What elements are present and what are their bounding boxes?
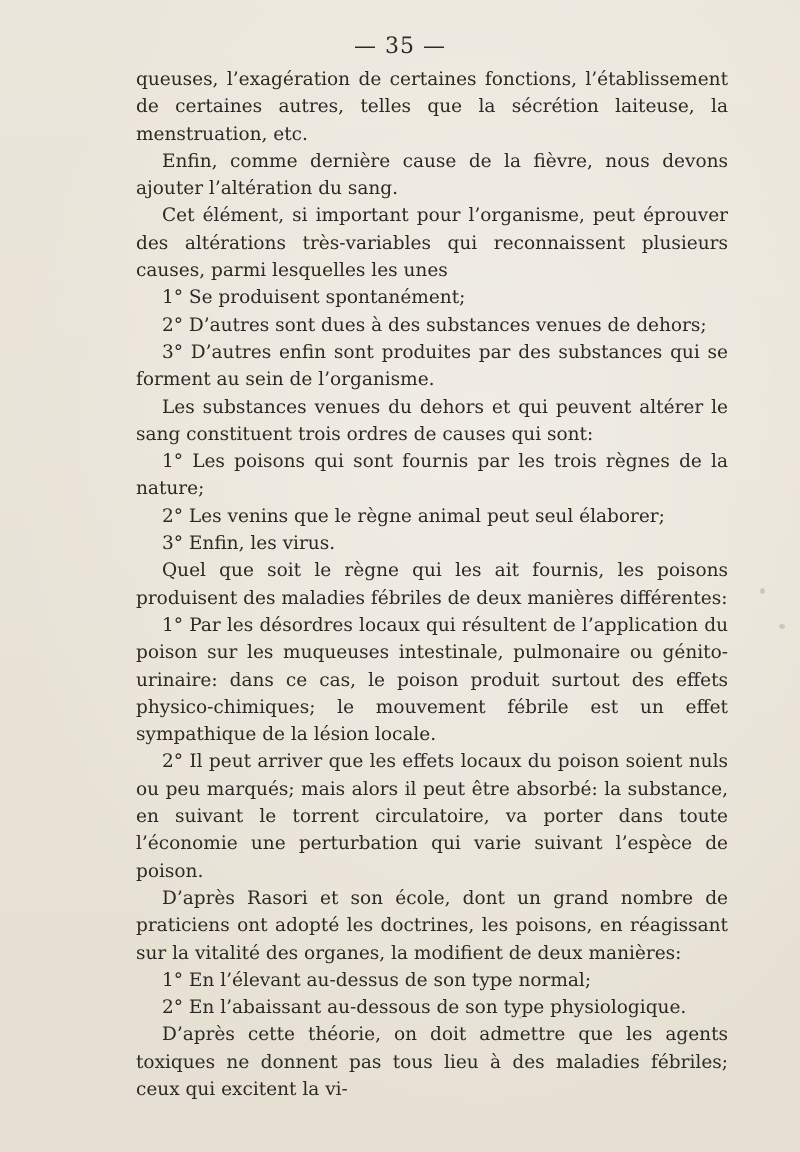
paragraph: 2° En l’abaissant au-dessous de son type physiologique. [162,997,687,1019]
paragraph: Les substances venues du dehors et qui peuvent altérer le sang constituent trois ordres de causes qui sont: [136,396,728,445]
paragraph: D’après Rasori et son école, dont un grand nombre de praticiens ont adopté les doctrines, les poisons, en réagissant sur la vitalité des organes, la modifient de deux manières: [136,887,728,964]
paragraph: 3° D’autres enfin sont produites par des substances qui se forment au sein de l’organisme. [136,341,728,391]
paragraph: queuses, l’exagération de certaines fonctions, l’établissement de certaines autres, telles que la sécrétion laiteuse, la menstruation, etc. [136,69,728,145]
body-text [136,66,728,1103]
paper-speck [519,1016,522,1019]
paragraph: 2° Les venins que le règne animal peut seul élaborer; [162,505,665,527]
paragraph: 1° Par les désordres locaux qui résultent de l’application du poison sur les muqueuses intestinale, pulmonaire ou génito-urinaire: dans ce cas, le poison produit surtout des effets physico-chimiques; le mouvement fébrile est un effet sympathique de la lésion locale. [136,614,728,746]
paragraph: D’après cette théorie, on doit admettre que les agents toxiques ne donnent pas tous lieu à des maladies fébriles; ceux qui excitent la vi- [136,1024,728,1100]
paragraph: Cet élément, si important pour l’organisme, peut éprouver des altérations très-variables qui reconnaissent plusieurs causes, parmi lesquelles les unes [136,205,728,282]
paragraph: Enfin, comme dernière cause de la fièvre, nous devons ajouter l’altération du sang. [136,150,728,200]
paper-speck [760,588,765,594]
paragraph: Quel que soit le règne qui les ait fournis, les poisons produisent des maladies fébriles de deux manières différentes: [136,560,728,609]
paragraph: 1° Les poisons qui sont fournis par les trois règnes de la nature; [136,451,728,500]
paragraph: 1° En l’élevant au-dessus de son type normal; [162,969,592,991]
page-number: — 35 — [354,34,446,59]
paragraph: 2° D’autres sont dues à des substances venues de dehors; [162,314,707,336]
paper-speck [779,624,785,629]
paragraph: 2° Il peut arriver que les effets locaux du poison soient nuls ou peu marqués; mais alors il peut être absorbé: la substance, en suivant le torrent circulatoire, va porter dans toute l’économie une perturbation qui varie suivant l’espèce de poison. [136,751,728,882]
paragraph: 1° Se produisent spontanément; [162,287,466,309]
paragraph: 3° Enfin, les virus. [162,533,336,555]
